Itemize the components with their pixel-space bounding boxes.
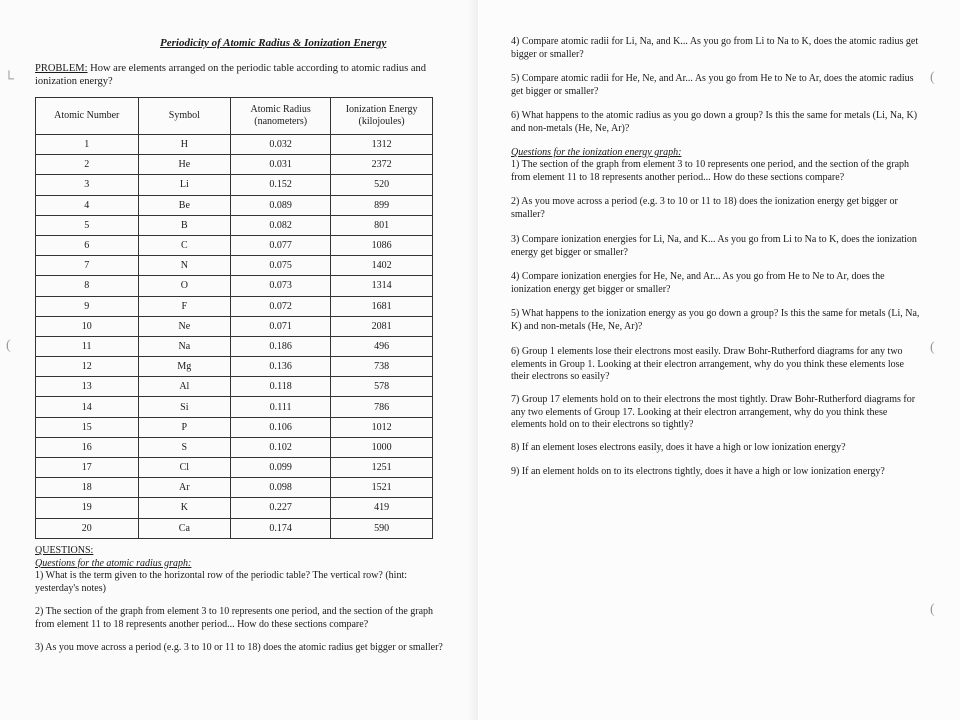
cell-ionization-energy: 419 <box>331 498 433 518</box>
cell-atomic-radius: 0.077 <box>231 235 331 255</box>
cell-ionization-energy: 1251 <box>331 458 433 478</box>
binder-hole-mark: ( <box>6 338 11 353</box>
cell-atomic-radius: 0.111 <box>231 397 331 417</box>
cell-ionization-energy: 578 <box>331 377 433 397</box>
cell-atomic-number: 18 <box>36 478 139 498</box>
cell-ionization-energy: 1521 <box>331 478 433 498</box>
problem-statement <box>35 62 435 88</box>
cell-atomic-number: 19 <box>36 498 139 518</box>
cell-atomic-radius: 0.073 <box>231 276 331 296</box>
cell-atomic-number: 6 <box>36 235 139 255</box>
cell-atomic-radius: 0.071 <box>231 316 331 336</box>
cell-symbol: Ne <box>138 316 231 336</box>
cell-ionization-energy: 899 <box>331 195 433 215</box>
cell-atomic-radius: 0.118 <box>231 377 331 397</box>
cell-symbol: F <box>138 296 231 316</box>
cell-atomic-radius: 0.102 <box>231 437 331 457</box>
cell-symbol: P <box>138 417 231 437</box>
binder-hole-mark: └ <box>4 72 14 87</box>
cell-atomic-number: 13 <box>36 377 139 397</box>
cell-atomic-radius: 0.089 <box>231 195 331 215</box>
cell-symbol: Na <box>138 336 231 356</box>
table-row <box>36 417 433 437</box>
binder-hole-mark: ( <box>930 70 935 85</box>
cell-atomic-number: 4 <box>36 195 139 215</box>
problem-label: PROBLEM: <box>35 63 88 74</box>
table-row <box>36 155 433 175</box>
table-row <box>36 478 433 498</box>
radius-questions-heading: Questions for the atomic radius graph: <box>35 557 192 569</box>
cell-atomic-number: 17 <box>36 458 139 478</box>
cell-atomic-number: 8 <box>36 276 139 296</box>
ionization-question-3: 3) Compare ionization energies for Li, Na, and K... As you go from Li to Na to K, does the ionization energy get bigger or smaller? <box>511 234 917 258</box>
cell-ionization-energy: 1086 <box>331 235 433 255</box>
questions-left <box>35 545 445 655</box>
cell-atomic-number: 15 <box>36 417 139 437</box>
cell-atomic-number: 2 <box>36 155 139 175</box>
element-data-table <box>35 97 433 539</box>
cell-symbol: Al <box>138 377 231 397</box>
cell-ionization-energy: 2372 <box>331 155 433 175</box>
table-row <box>36 316 433 336</box>
radius-question-2: 2) The section of the graph from element 3 to 10 represents one period, and the section of the graph from element 11 to 18 represents another period... How do these sections compare? <box>35 606 434 630</box>
cell-symbol: H <box>138 135 231 155</box>
cell-atomic-number: 3 <box>36 175 139 195</box>
cell-symbol: K <box>138 498 231 518</box>
cell-symbol: Be <box>138 195 231 215</box>
cell-ionization-energy: 1681 <box>331 296 433 316</box>
table-row <box>36 296 433 316</box>
cell-atomic-number: 7 <box>36 256 139 276</box>
radius-question-5: 5) Compare atomic radii for He, Ne, and Ar... As you go from He to Ne to Ar, does the atomic radius get bigger or smaller? <box>511 73 914 97</box>
ionization-question-8: 8) If an element loses electrons easily, does it have a high or low ionization energy? <box>511 442 846 453</box>
cell-symbol: O <box>138 276 231 296</box>
cell-atomic-number: 16 <box>36 437 139 457</box>
ionization-question-9: 9) If an element holds on to its electrons tightly, does it have a high or low ionization energy? <box>511 466 885 477</box>
cell-atomic-number: 5 <box>36 215 139 235</box>
ionization-question-5: 5) What happens to the ionization energy as you go down a group? Is this the same for metals (Li, Na, K) and non-metals (He, Ne, Ar)? <box>511 308 920 332</box>
cell-atomic-radius: 0.227 <box>231 498 331 518</box>
cell-symbol: Ar <box>138 478 231 498</box>
cell-symbol: Si <box>138 397 231 417</box>
binder-hole-mark: ( <box>930 602 935 617</box>
cell-symbol: S <box>138 437 231 457</box>
header-ionization-energy: Ionization Energy (kilojoules) <box>331 98 433 135</box>
cell-atomic-radius: 0.186 <box>231 336 331 356</box>
table-row <box>36 235 433 255</box>
cell-symbol: N <box>138 256 231 276</box>
cell-symbol: He <box>138 155 231 175</box>
page-title: Periodicity of Atomic Radius & Ionization Energy <box>160 37 387 49</box>
table-row <box>36 175 433 195</box>
problem-text: How are elements arranged on the periodic table according to atomic radius and ionization energy? <box>35 63 427 87</box>
cell-ionization-energy: 2081 <box>331 316 433 336</box>
cell-atomic-number: 14 <box>36 397 139 417</box>
questions-heading: QUESTIONS: <box>35 545 94 556</box>
ionization-questions-heading: Questions for the ionization energy graph: <box>511 147 682 158</box>
cell-symbol: Cl <box>138 458 231 478</box>
cell-atomic-radius: 0.031 <box>231 155 331 175</box>
cell-symbol: B <box>138 215 231 235</box>
ionization-question-4: 4) Compare ionization energies for He, Ne, and Ar... As you go from He to Ne to Ar, does the ionization energy get bigger or smaller? <box>511 271 885 295</box>
cell-ionization-energy: 1000 <box>331 437 433 457</box>
cell-ionization-energy: 786 <box>331 397 433 417</box>
cell-atomic-radius: 0.106 <box>231 417 331 437</box>
radius-question-4: 4) Compare atomic radii for Li, Na, and K... As you go from Li to Na to K, does the atomic radius get bigger or smaller? <box>511 36 919 60</box>
table-row <box>36 336 433 356</box>
cell-symbol: Ca <box>138 518 231 538</box>
table-row <box>36 357 433 377</box>
cell-ionization-energy: 520 <box>331 175 433 195</box>
table-row <box>36 256 433 276</box>
header-symbol: Symbol <box>138 98 231 135</box>
cell-atomic-number: 20 <box>36 518 139 538</box>
cell-atomic-number: 11 <box>36 336 139 356</box>
cell-symbol: C <box>138 235 231 255</box>
cell-ionization-energy: 1312 <box>331 135 433 155</box>
cell-ionization-energy: 738 <box>331 357 433 377</box>
cell-atomic-number: 1 <box>36 135 139 155</box>
cell-symbol: Mg <box>138 357 231 377</box>
table-row <box>36 437 433 457</box>
cell-ionization-energy: 590 <box>331 518 433 538</box>
cell-ionization-energy: 1012 <box>331 417 433 437</box>
ionization-question-7: 7) Group 17 elements hold on to their electrons the most tightly. Draw Bohr-Rutherford diagrams for any two elements of Group 17. Looking at their electron arrangement, why do you think these elements hold on to their electrons so tightly? <box>511 394 916 430</box>
cell-ionization-energy: 1402 <box>331 256 433 276</box>
cell-ionization-energy: 496 <box>331 336 433 356</box>
ionization-question-1: 1) The section of the graph from element 3 to 10 represents one period, and the section of the graph from element 11 to 18 represents another period... How do these sections compare? <box>511 159 910 183</box>
cell-symbol: Li <box>138 175 231 195</box>
table-header-row <box>36 98 433 135</box>
table-row <box>36 518 433 538</box>
table-row <box>36 276 433 296</box>
cell-atomic-radius: 0.082 <box>231 215 331 235</box>
cell-atomic-radius: 0.075 <box>231 256 331 276</box>
cell-atomic-radius: 0.072 <box>231 296 331 316</box>
table-row <box>36 195 433 215</box>
cell-atomic-radius: 0.174 <box>231 518 331 538</box>
cell-atomic-number: 10 <box>36 316 139 336</box>
cell-atomic-radius: 0.152 <box>231 175 331 195</box>
table-body <box>36 135 433 539</box>
header-atomic-number: Atomic Number <box>36 98 139 135</box>
table-row <box>36 498 433 518</box>
cell-ionization-energy: 1314 <box>331 276 433 296</box>
table-row <box>36 215 433 235</box>
cell-ionization-energy: 801 <box>331 215 433 235</box>
left-page <box>0 0 478 720</box>
table-row <box>36 377 433 397</box>
header-atomic-radius: Atomic Radius (nanometers) <box>231 98 331 135</box>
radius-question-1: 1) What is the term given to the horizontal row of the periodic table? The vertical row? (hint: yesterday's notes) <box>35 570 408 594</box>
radius-question-3: 3) As you move across a period (e.g. 3 to 10 or 11 to 18) does the atomic radius get bigger or smaller? <box>35 642 443 653</box>
cell-atomic-radius: 0.099 <box>231 458 331 478</box>
ionization-question-6: 6) Group 1 elements lose their electrons most easily. Draw Bohr-Rutherford diagrams for any two elements in Group 1. Looking at their electron arrangement, why do you think these elements lose their electrons so easily? <box>511 346 904 382</box>
cell-atomic-radius: 0.032 <box>231 135 331 155</box>
binder-hole-mark: ( <box>930 340 935 355</box>
table-row <box>36 397 433 417</box>
cell-atomic-number: 12 <box>36 357 139 377</box>
cell-atomic-number: 9 <box>36 296 139 316</box>
table-row <box>36 135 433 155</box>
radius-question-6: 6) What happens to the atomic radius as you go down a group? Is this the same for metals (Li, Na, K) and non-metals (He, Ne, Ar)? <box>511 110 918 134</box>
cell-atomic-radius: 0.136 <box>231 357 331 377</box>
table-row <box>36 458 433 478</box>
ionization-question-2: 2) As you move across a period (e.g. 3 to 10 or 11 to 18) does the ionization energy get bigger or smaller? <box>511 196 898 220</box>
cell-atomic-radius: 0.098 <box>231 478 331 498</box>
